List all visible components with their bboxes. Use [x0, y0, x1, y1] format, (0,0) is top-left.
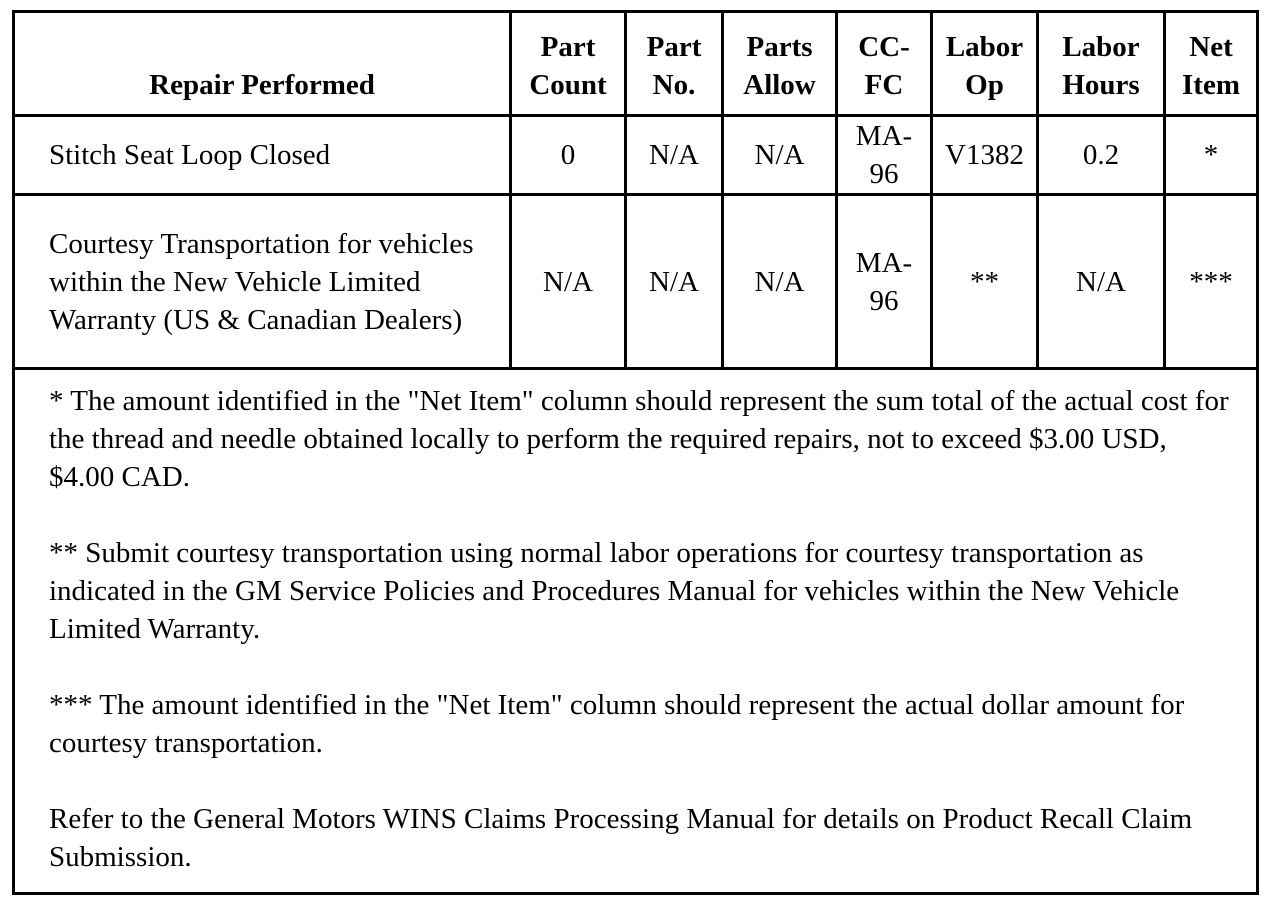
- cc-fc-line: MA-: [855, 120, 913, 152]
- labor-claim-table: [12, 10, 1259, 895]
- cell-repair: Courtesy Transportation for vehicles within the New Vehicle Limited Warranty (US & Canadian Dealers): [14, 195, 511, 369]
- cell-net-item: *: [1165, 116, 1258, 195]
- cc-fc-line: 96: [869, 158, 899, 190]
- cc-fc-line: MA-: [855, 246, 913, 279]
- header-line: Hours: [1062, 69, 1140, 101]
- header-line: Net: [1189, 31, 1233, 63]
- header-labor-op: [932, 12, 1038, 116]
- cell-parts-allow: N/A: [723, 116, 837, 195]
- header-line: Labor: [945, 31, 1024, 63]
- cell-labor-hours: N/A: [1038, 195, 1165, 369]
- header-labor-hours: [1038, 12, 1165, 116]
- header-line: FC: [864, 69, 904, 101]
- header-line: No.: [652, 69, 696, 101]
- header-repair-performed: [14, 12, 511, 116]
- cc-fc-line: 96: [869, 284, 899, 317]
- header-part-no: [626, 12, 723, 116]
- cell-part-no: N/A: [626, 116, 723, 195]
- header-cc-fc: [837, 12, 932, 116]
- cell-cc-fc: [837, 195, 932, 369]
- header-line: Repair Performed: [149, 69, 375, 101]
- claim-document: [12, 10, 1256, 895]
- header-part-count: [511, 12, 626, 116]
- note-courtesy-labor: ** Submit courtesy transportation using normal labor operations for courtesy transportation as indicated in the GM Service Policies and Procedures Manual for vehicles within the New Vehicle Limited Warranty.: [49, 537, 1180, 645]
- cell-labor-op: V1382: [932, 116, 1038, 195]
- header-line: Op: [965, 69, 1004, 101]
- header-line: Allow: [743, 69, 816, 101]
- note-wins-manual: Refer to the General Motors WINS Claims Processing Manual for details on Product Recall Claim Submission.: [49, 803, 1193, 873]
- notes-row: [14, 369, 1258, 894]
- cell-labor-op: **: [932, 195, 1038, 369]
- cell-labor-hours: 0.2: [1038, 116, 1165, 195]
- header-parts-allow: [723, 12, 837, 116]
- header-line: CC-: [858, 31, 910, 63]
- cell-net-item: ***: [1165, 195, 1258, 369]
- cell-parts-allow: N/A: [723, 195, 837, 369]
- cell-part-count: N/A: [511, 195, 626, 369]
- note-net-item-courtesy: *** The amount identified in the "Net Item" column should represent the actual dollar amount for courtesy transportation.: [49, 689, 1185, 759]
- header-net-item: [1165, 12, 1258, 116]
- header-line: Count: [529, 69, 607, 101]
- table-header-row: [14, 12, 1258, 116]
- cell-cc-fc: [837, 116, 932, 195]
- note-net-item-thread: * The amount identified in the "Net Item" column should represent the sum total of the actual cost for the thread and needle obtained locally to perform the required repairs, not to exceed $3.00 USD, $4.00 CAD.: [49, 385, 1229, 493]
- header-line: Part: [646, 31, 702, 63]
- header-line: Labor: [1062, 31, 1140, 63]
- header-line: Part: [540, 31, 596, 63]
- cell-part-count: 0: [511, 116, 626, 195]
- notes-cell: [14, 369, 1258, 894]
- table-row: [14, 116, 1258, 195]
- cell-repair: Stitch Seat Loop Closed: [14, 116, 511, 195]
- cell-part-no: N/A: [626, 195, 723, 369]
- header-line: Item: [1182, 69, 1240, 101]
- table-row: [14, 195, 1258, 369]
- header-line: Parts: [746, 31, 813, 63]
